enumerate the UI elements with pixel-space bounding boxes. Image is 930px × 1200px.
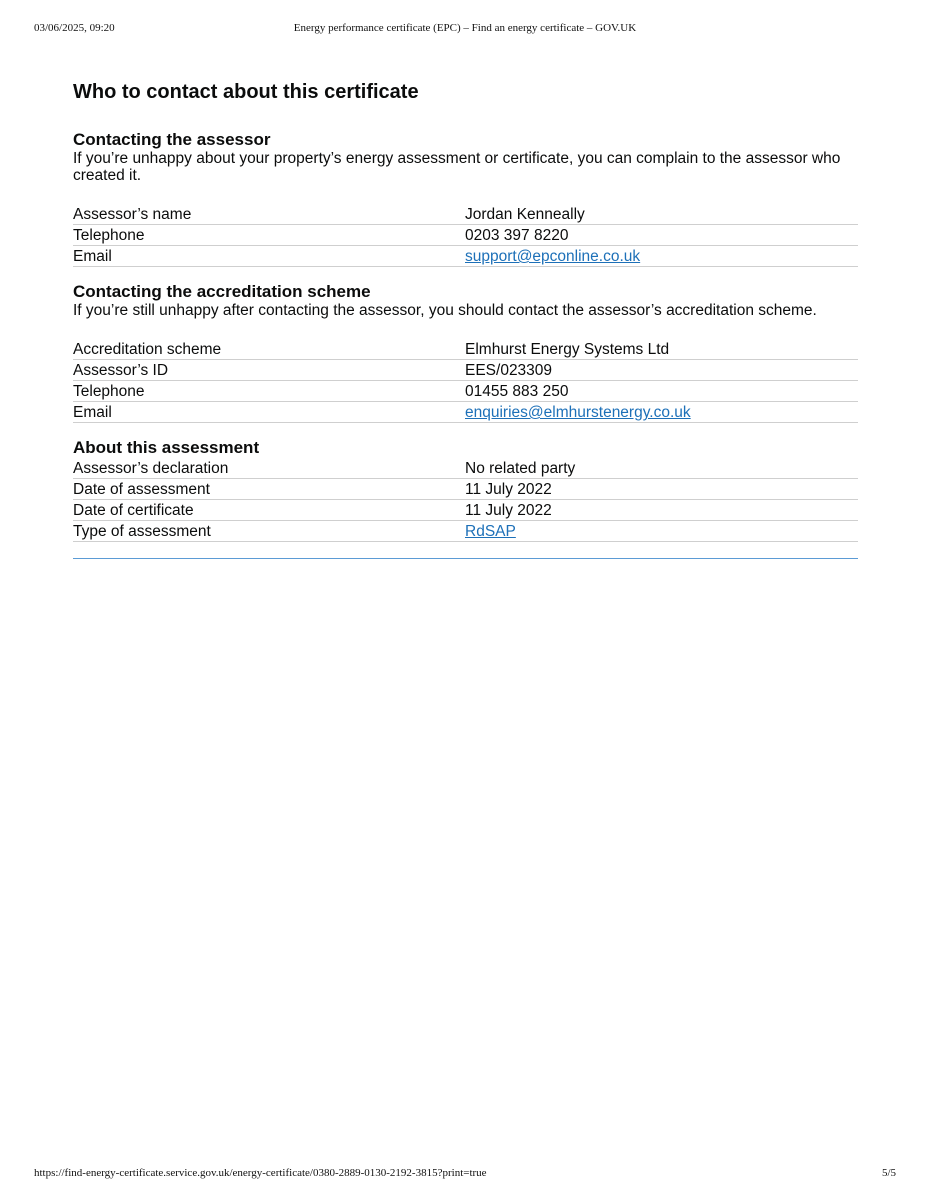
- summary-key: Email: [73, 402, 465, 423]
- scheme-details-list: [73, 339, 858, 423]
- print-page-number: 5/5: [881, 1167, 896, 1179]
- scheme-intro: If you’re still unhappy after contacting the assessor, you should contact the assessor’s accreditation scheme.: [73, 302, 817, 319]
- summary-row-accreditation-scheme: [73, 339, 858, 360]
- scheme-heading: Contacting the accreditation scheme: [73, 282, 371, 301]
- print-header: [34, 22, 896, 36]
- summary-value: 11 July 2022: [465, 500, 858, 521]
- summary-row-assessor-id: [73, 360, 858, 381]
- summary-key: Assessor’s name: [73, 204, 465, 225]
- summary-value: Elmhurst Energy Systems Ltd: [465, 339, 858, 360]
- summary-row-date-of-certificate: [73, 500, 858, 521]
- assessor-email-link[interactable]: support@epconline.co.uk: [465, 248, 641, 265]
- summary-row-assessor-declaration: [73, 458, 858, 479]
- summary-value: 01455 883 250: [465, 381, 858, 402]
- summary-value: 11 July 2022: [465, 479, 858, 500]
- assessor-intro: If you’re unhappy about your property’s energy assessment or certificate, you can complain to the assessor who created it.: [73, 150, 841, 184]
- summary-row-assessor-email: [73, 246, 858, 267]
- about-section: [73, 438, 858, 559]
- summary-row-assessor-name: [73, 204, 858, 225]
- summary-value-cell: [465, 521, 858, 542]
- summary-row-scheme-telephone: [73, 381, 858, 402]
- print-footer: [34, 1167, 896, 1181]
- print-url: https://find-energy-certificate.service.gov.uk/energy-certificate/0380-2889-0130-2192-3815?print=true: [34, 1167, 487, 1179]
- print-datetime: 03/06/2025, 09:20: [34, 22, 115, 34]
- summary-key: Assessor’s declaration: [73, 458, 465, 479]
- summary-key: Date of certificate: [73, 500, 465, 521]
- main-content: [73, 78, 858, 559]
- about-details-list: [73, 458, 858, 542]
- rdsap-link[interactable]: RdSAP: [465, 523, 516, 540]
- summary-key: Type of assessment: [73, 521, 465, 542]
- page-heading: Who to contact about this certificate: [73, 81, 419, 103]
- summary-value-cell: [465, 246, 858, 267]
- assessor-details-list: [73, 204, 858, 267]
- summary-row-scheme-email: [73, 402, 858, 423]
- scheme-email-link[interactable]: enquiries@elmhurstenergy.co.uk: [465, 404, 691, 421]
- scheme-section: [73, 282, 858, 423]
- summary-value: 0203 397 8220: [465, 225, 858, 246]
- summary-row-date-of-assessment: [73, 479, 858, 500]
- assessor-section: [73, 130, 858, 267]
- summary-key: Telephone: [73, 381, 465, 402]
- summary-value: EES/023309: [465, 360, 858, 381]
- summary-value: No related party: [465, 458, 858, 479]
- summary-key: Date of assessment: [73, 479, 465, 500]
- summary-key: Assessor’s ID: [73, 360, 465, 381]
- section-divider: [73, 558, 858, 559]
- about-heading: About this assessment: [73, 438, 260, 457]
- print-page-title: Energy performance certificate (EPC) – Find an energy certificate – GOV.UK: [293, 22, 637, 34]
- summary-value-cell: [465, 402, 858, 423]
- summary-row-assessor-telephone: [73, 225, 858, 246]
- summary-row-type-of-assessment: [73, 521, 858, 542]
- summary-key: Telephone: [73, 225, 465, 246]
- assessor-heading: Contacting the assessor: [73, 130, 271, 149]
- summary-key: Accreditation scheme: [73, 339, 465, 360]
- summary-value: Jordan Kenneally: [465, 204, 858, 225]
- summary-key: Email: [73, 246, 465, 267]
